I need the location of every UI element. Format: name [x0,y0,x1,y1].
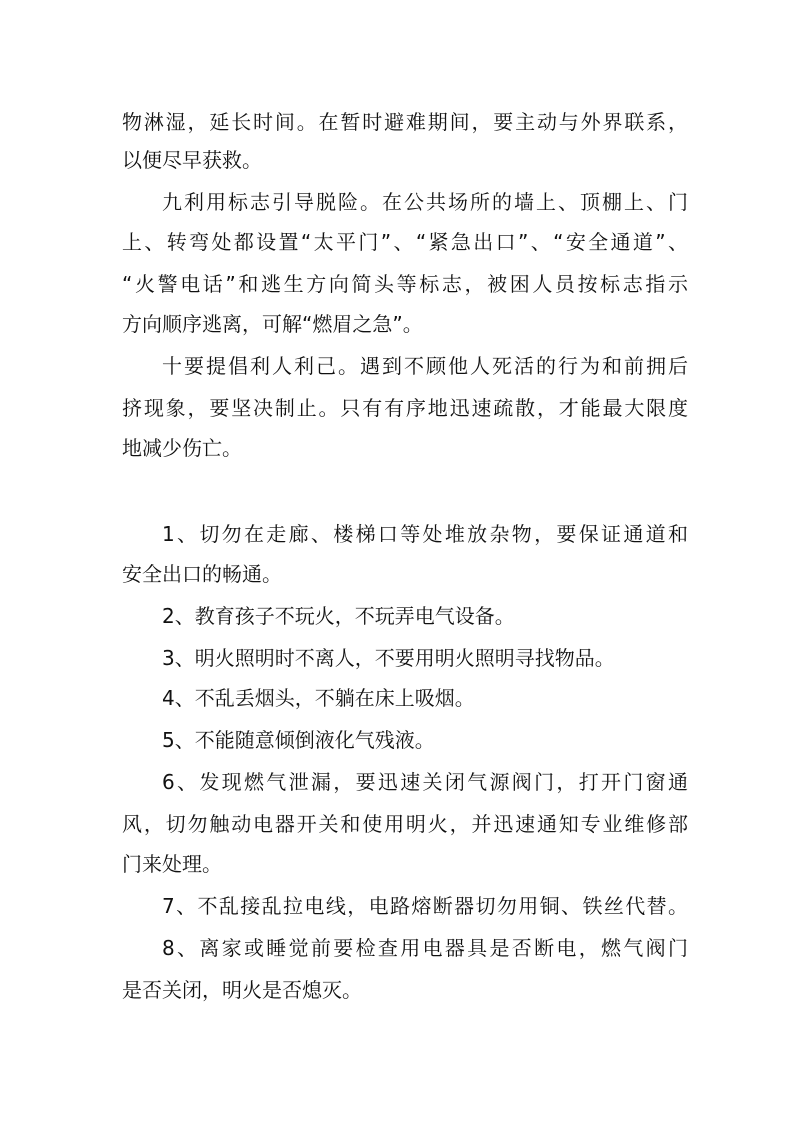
text-line: 8、离家或睡觉前要检查用电器具是否断电，燃气阀门 [162,936,688,960]
text-line: 十要提倡利人利己。遇到不顾他人死活的行为和前拥后 [162,354,688,378]
text-line: 1、切勿在走廊、楼梯口等处堆放杂物，要保证通道和 [162,522,688,546]
text-line: 5、不能随意倾倒液化气残液。 [162,728,435,752]
text-line: 上、转弯处都设置“太平门”、“紧急出口”、“安全通道”、 [122,230,688,254]
text-line: 是否关闭，明火是否熄灭。 [122,978,362,1002]
text-line: 安全出口的畅通。 [122,562,282,586]
text-line: 九利用标志引导脱险。在公共场所的墙上、顶棚上、门 [162,190,688,214]
text-line: 4、不乱丢烟头，不躺在床上吸烟。 [162,686,475,710]
text-line: 物淋湿，延长时间。在暂时避难期间，要主动与外界联系， [122,110,688,134]
text-line: 挤现象，要坚决制止。只有有序地迅速疏散，才能最大限度 [122,396,688,420]
text-line: 以便尽早获救。 [122,148,262,172]
text-line: 7、不乱接乱拉电线，电路熔断器切勿用铜、铁丝代替。 [162,894,688,918]
text-line: 门来处理。 [122,852,222,876]
text-line: 6、发现燃气泄漏，要迅速关闭气源阀门，打开门窗通 [162,770,688,794]
text-line: 地减少伤亡。 [122,436,242,460]
text-line: 3、明火照明时不离人，不要用明火照明寻找物品。 [162,646,615,670]
text-line: “火警电话”和逃生方向简头等标志，被困人员按标志指示 [122,272,688,296]
text-line: 2、教育孩子不玩火，不玩弄电气设备。 [162,604,515,628]
text-line: 方向顺序逃离，可解“燃眉之急”。 [122,312,423,336]
text-line: 风，切勿触动电器开关和使用明火，并迅速通知专业维修部 [122,812,688,836]
